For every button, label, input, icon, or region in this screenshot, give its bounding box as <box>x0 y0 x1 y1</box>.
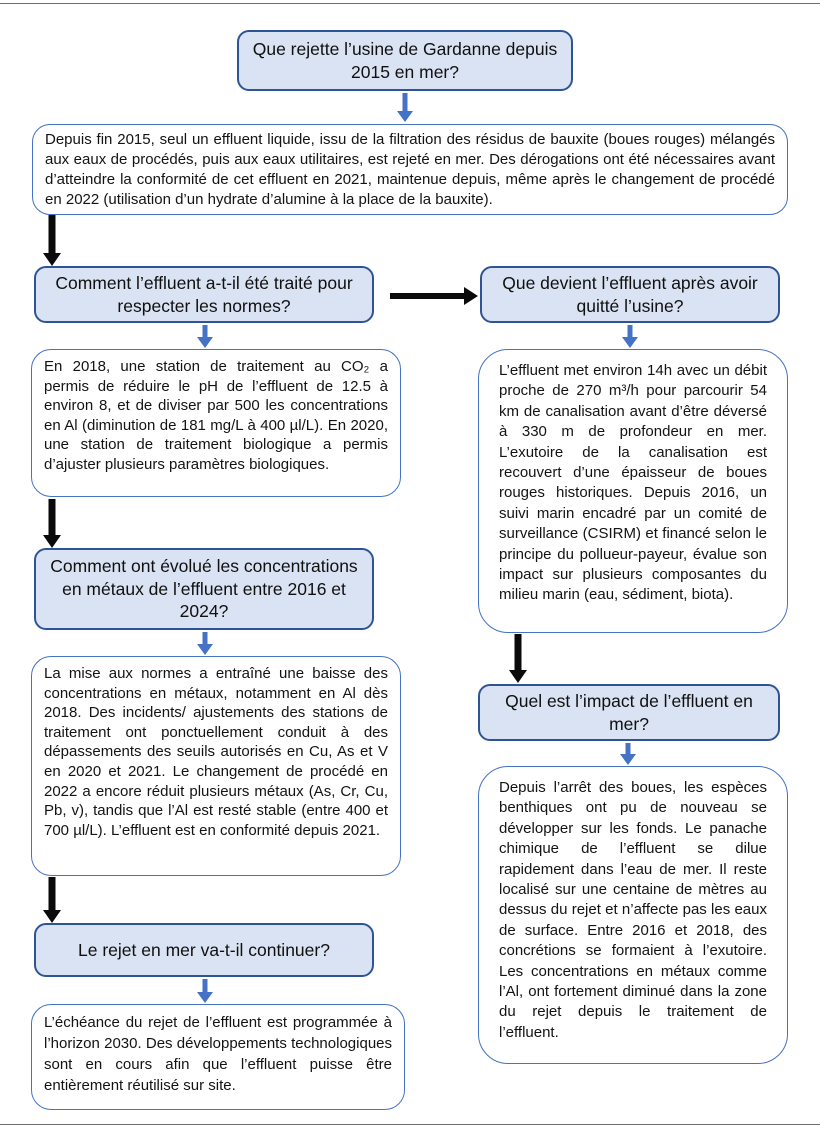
answer-effluent-fate: L’effluent met environ 14h avec un débit proche de 270 m³/h pour parcourir 54 km de canalisation avant d’être déversé à 330 m de profondeur en mer. L’exutoire de la canalisation est recouvert d’une épaisseur de boues rouges historiques. Depuis 2016, un suivi marin encadré par un comité de surveillance (CSIRM) et financé selon le principe du pollueur-payeur, évalue son impact sur plusieurs composantes du milieu marin (eau, sédiment, biota). <box>478 349 788 633</box>
question-metal-evolution: Comment ont évolué les concentrations en métaux de l’effluent entre 2016 et 2024? <box>34 548 374 630</box>
bottom-rule <box>0 1124 820 1125</box>
arrow-q1-to-intro <box>393 93 417 122</box>
question-continue: Le rejet en mer va-t-il continuer? <box>34 923 374 977</box>
arrow-impact-question-to-answer <box>616 743 640 765</box>
arrow-fate-to-impact <box>506 634 530 683</box>
arrow-intro-to-treatment <box>40 215 64 266</box>
question-impact: Quel est l’impact de l’effluent en mer? <box>478 684 780 741</box>
arrow-evolution-to-continue <box>40 877 64 923</box>
arrow-evolution-question-to-answer <box>193 632 217 655</box>
answer-treatment: En 2018, une station de traitement au CO₂ a permis de réduire le pH de l’effluent de 12.5 à environ 8, et de diviser par 500 les concentrations en Al (diminution de 181 mg/L à 400 µl/L). En 2020, une station de traitement biologique a permis d’ajuster plusieurs paramètres biologiques. <box>31 349 401 497</box>
arrow-treatment-to-evolution <box>40 499 64 548</box>
question-effluent-fate: Que devient l’effluent après avoir quitté l’usine? <box>480 266 780 323</box>
question-what-discharged: Que rejette l’usine de Gardanne depuis 2015 en mer? <box>237 30 573 91</box>
answer-impact: Depuis l’arrêt des boues, les espèces benthiques ont pu de nouveau se développer sur les fonds. Le panache chimique de l’effluent se dilue rapidement dans l’eau de mer. Il reste localisé sur une centaine de mètres au dessus du rejet et n’affecte pas les eaux de surface. Entre 2016 et 2018, des concrétions se formaient à l’exutoire. Les concentrations en métaux comme l’Al, ont fortement diminué dans la zone du rejet depuis le traitement de l’effluent. <box>478 766 788 1064</box>
question-treatment: Comment l’effluent a-t-il été traité pour respecter les normes? <box>34 266 374 323</box>
arrow-treatment-question-to-answer <box>193 325 217 348</box>
answer-intro: Depuis fin 2015, seul un effluent liquide, issu de la filtration des résidus de bauxite (boues rouges) mélangés aux eaux de procédés, puis aux eaux utilitaires, est rejeté en mer. Des dérogations ont été nécessaires avant d’atteindre la conformité de cet effluent en 2021, maintenue depuis, même après le changement de procédé en 2022 (utilisation d’un hydrate d’alumine à la place de la bauxite). <box>32 124 788 215</box>
arrow-continue-question-to-answer <box>193 979 217 1003</box>
arrow-fate-question-to-answer <box>618 325 642 348</box>
arrow-treatment-to-fate <box>390 284 478 308</box>
answer-metal-evolution: La mise aux normes a entraîné une baisse des concentrations en métaux, notamment en Al dès 2018. Des incidents/ ajustements des stations de traitement ont ponctuellement conduit à des dépassements des seuils autorisés en Cu, As et V en 2020 et 2021. Le changement de procédé en 2022 a encore réduit plusieurs métaux (As, Cr, Cu, Pb, v), tandis que l’Al est resté stable (entre 400 et 700 µl/L). L’effluent est en conformité depuis 2021. <box>31 656 401 876</box>
answer-continue: L’échéance du rejet de l’effluent est programmée à l’horizon 2030. Des développements technologiques sont en cours afin que l’effluent puisse être entièrement réutilisé sur site. <box>31 1004 405 1110</box>
top-rule <box>0 3 820 4</box>
